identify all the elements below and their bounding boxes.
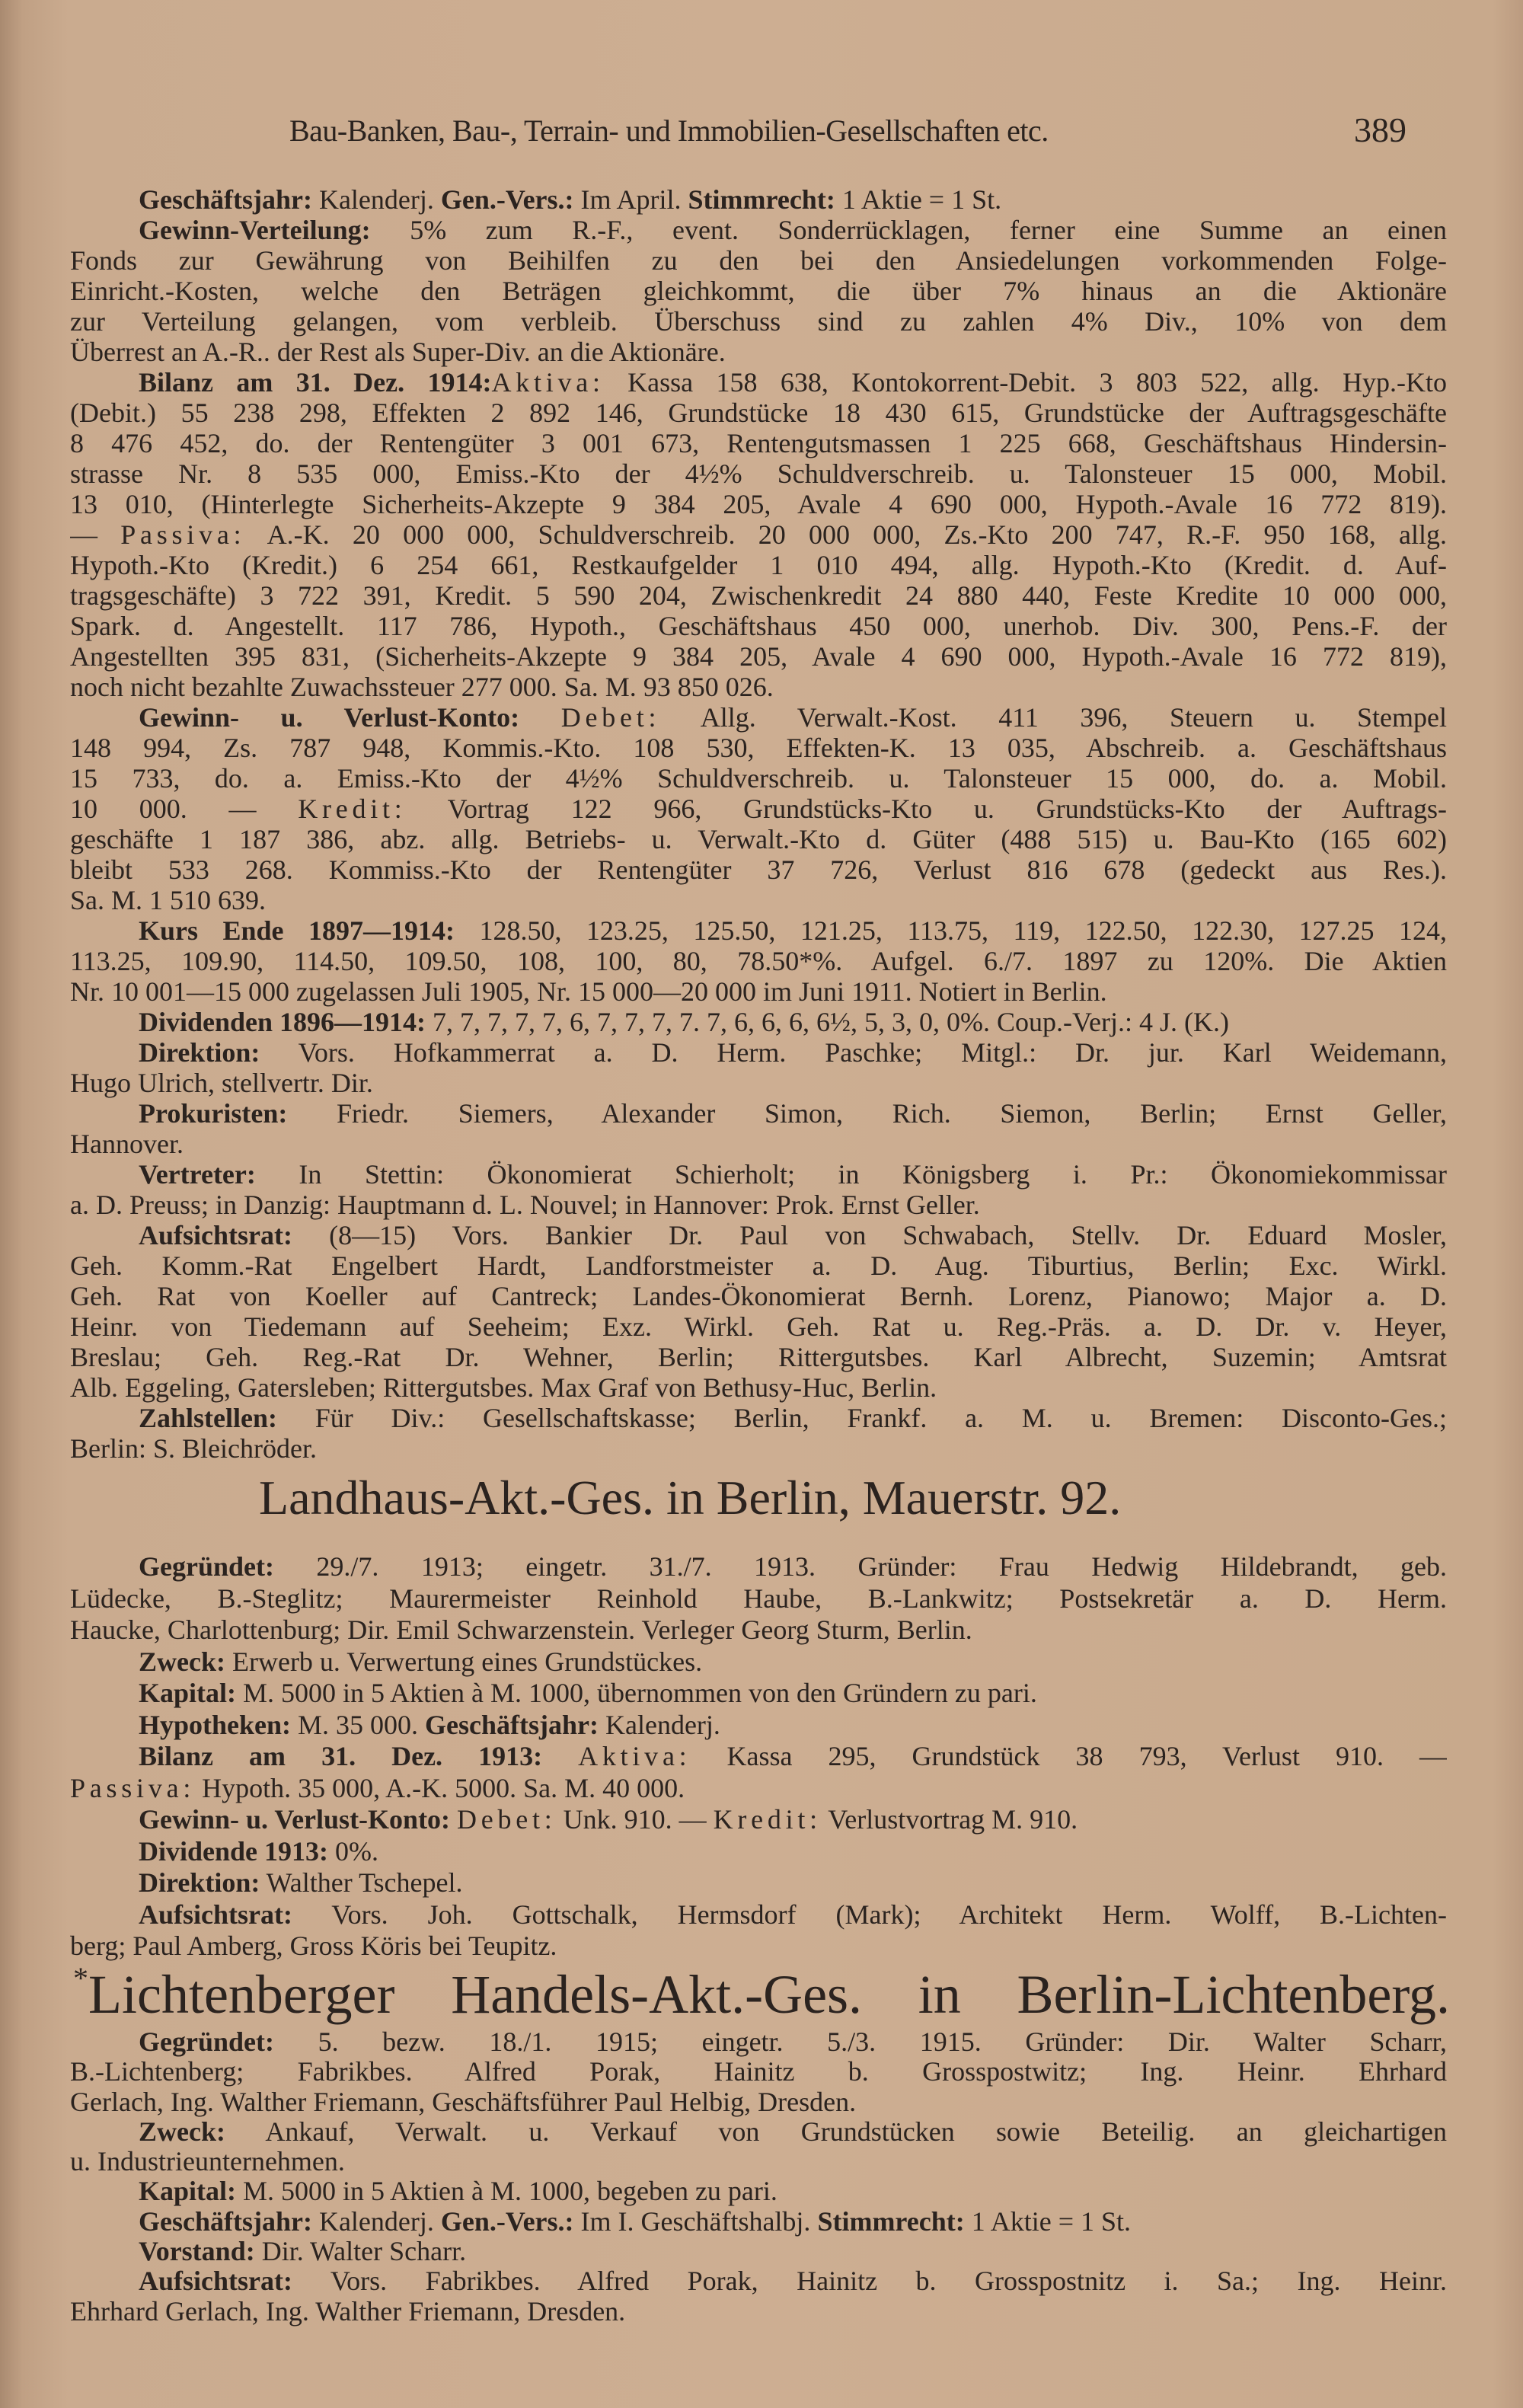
text-run: 8 476 452, do. der Rentengüter 3 001 673, Rentengutsmassen 1 225 668, Geschäftshaus Hindersin-	[70, 428, 1447, 458]
text-run: 1 Aktie = 1 St.	[964, 2206, 1132, 2237]
text-run: 5. bezw. 18./1. 1915; eingetr. 5./3. 1915. Gründer: Dir. Walter Scharr,	[273, 2027, 1447, 2057]
field-label: Zweck:	[139, 1646, 225, 1677]
text-run: Hannover.	[70, 1129, 184, 1159]
text-run: 1 Aktie = 1 St.	[835, 184, 1002, 215]
paragraph	[70, 702, 1447, 915]
paragraph	[70, 1037, 1447, 1098]
text-line	[70, 2087, 1447, 2117]
text-line	[70, 276, 1447, 306]
spaced-label: Passiva:	[70, 1772, 196, 1803]
text-line	[70, 611, 1447, 641]
text-run: 13 010, (Hinterlegte Sicherheits-Akzepte 9 384 205, Avale 4 690 000, Hypoth.-Avale 16 772 819).	[70, 489, 1447, 519]
text-line	[70, 337, 1447, 367]
text-line	[70, 1710, 1447, 1742]
text-line	[70, 215, 1447, 245]
entry-continued-company	[70, 184, 1447, 1464]
text-run: 5% zum R.-F., event. Sonderrücklagen, ferner eine Summe an einen	[370, 215, 1447, 245]
text-line	[70, 2147, 1447, 2176]
text-run: Berlin: S. Bleichröder.	[70, 1433, 317, 1464]
text-run: strasse Nr. 8 535 000, Emiss.-Kto der 4½% Schuldverschreib. u. Talonsteuer 15 000, Mobil.	[70, 458, 1447, 489]
field-label: Kapital:	[139, 1678, 237, 1708]
text-run: Walther Tschepel.	[260, 1867, 463, 1898]
text-line	[70, 672, 1447, 702]
text-line	[70, 763, 1447, 794]
text-run: bleibt 533 268. Kommiss.-Kto der Rentengüter 37 726, Verlust 816 678 (gedeckt aus Res.).	[70, 854, 1447, 885]
text-run: Im I. Geschäftshalbj.	[573, 2206, 818, 2237]
field-label: Dividenden 1896—1914:	[139, 1007, 426, 1037]
text-line	[70, 702, 1447, 733]
text-line	[70, 2176, 1447, 2206]
field-label: Geschäftsjahr:	[139, 184, 312, 215]
paragraph	[70, 1867, 1447, 1899]
text-line	[70, 398, 1447, 428]
field-label: Gewinn-Verteilung:	[139, 215, 371, 245]
text-run: Kassa 158 638, Kontokorrent-Debit. 3 803 522, allg. Hyp.-Kto	[604, 367, 1447, 398]
spaced-label: Debet:	[457, 1804, 557, 1835]
paragraph	[70, 1551, 1447, 1646]
text-line	[70, 1403, 1447, 1433]
text-run: Haucke, Charlottenburg; Dir. Emil Schwarzenstein. Verleger Georg Sturm, Berlin.	[70, 1614, 972, 1645]
text-run: Einricht.-Kosten, welche den Beträgen gleichkommt, die über 7% hinaus an die Aktionäre	[70, 276, 1447, 306]
paragraph	[70, 2027, 1447, 2117]
text-run: Angestellten 395 831, (Sicherheits-Akzepte 9 384 205, Avale 4 690 000, Hypoth.-Avale 16 772 819),	[70, 641, 1447, 672]
text-line	[70, 2027, 1447, 2057]
field-label: Aufsichtsrat:	[139, 1220, 292, 1250]
paragraph	[70, 1159, 1447, 1220]
text-run: Gerlach, Ing. Walther Friemann, Geschäftsführer Paul Helbig, Dresden.	[70, 2087, 857, 2117]
spaced-label: Aktiva:	[491, 367, 605, 398]
text-line	[70, 1551, 1447, 1583]
text-run: Kalenderj.	[311, 2206, 441, 2237]
paragraph	[70, 2237, 1447, 2266]
entry-title-landhaus: Landhaus-Akt.-Ges. in Berlin, Mauerstr. 92.	[259, 1471, 1122, 1525]
paragraph	[70, 2266, 1447, 2327]
field-label: Bilanz am 31. Dez. 1913:	[139, 1741, 543, 1771]
spaced-label: Kredit:	[713, 1804, 822, 1835]
text-run: Überrest an A.-R.. der Rest als Super-Div. an die Aktionäre.	[70, 337, 726, 367]
paragraph	[70, 1220, 1447, 1403]
text-line	[70, 854, 1447, 885]
text-line	[70, 1433, 1447, 1464]
paragraph	[70, 1646, 1447, 1678]
text-line	[70, 1311, 1447, 1342]
text-line	[70, 2117, 1447, 2147]
text-run: Friedr. Siemers, Alexander Simon, Rich. Siemon, Berlin; Ernst Geller,	[287, 1098, 1447, 1129]
paragraph	[70, 1098, 1447, 1159]
text-line	[70, 1159, 1447, 1190]
text-line	[70, 2237, 1447, 2266]
text-run	[519, 702, 561, 733]
text-line	[70, 519, 1447, 550]
text-run: 148 994, Zs. 787 948, Kommis.-Kto. 108 530, Effekten-K. 13 035, Abschreib. a. Geschäftshaus	[70, 733, 1447, 763]
text-line	[70, 1098, 1447, 1129]
text-line	[70, 1867, 1447, 1899]
text-line	[70, 1804, 1447, 1836]
text-run	[542, 1741, 578, 1771]
entry-title-text: Lichtenberger Handels-Akt.-Ges. in Berlin-Lichtenberg.	[88, 1964, 1450, 2025]
text-line	[70, 1220, 1447, 1250]
text-line	[70, 245, 1447, 276]
text-run: Geh. Rat von Koeller auf Cantreck; Landes-Ökonomierat Bernh. Lorenz, Pianowo; Major a. D.	[70, 1281, 1447, 1311]
text-run: Vors. Joh. Gottschalk, Hermsdorf (Mark); Architekt Herm. Wolff, B.-Lichten-	[292, 1899, 1447, 1930]
text-run: 10 000. —	[70, 794, 299, 824]
field-label: Zahlstellen:	[139, 1403, 278, 1433]
text-run: tragsgeschäfte) 3 722 391, Kredit. 5 590 204, Zwischenkredit 24 880 440, Feste Kredite 10 000 000,	[70, 580, 1447, 611]
text-line	[70, 733, 1447, 763]
paragraph	[70, 1804, 1447, 1836]
field-label: Geschäftsjahr:	[139, 2206, 312, 2237]
text-line	[70, 1129, 1447, 1159]
text-run: —	[70, 519, 121, 550]
paragraph	[70, 2207, 1447, 2237]
running-head: Bau-Banken, Bau-, Terrain- und Immobilien-Gesellschaften etc.	[289, 113, 1049, 148]
text-line	[70, 1007, 1447, 1037]
text-line	[70, 306, 1447, 337]
field-label: Dividende 1913:	[139, 1835, 329, 1867]
text-run: Hypoth.-Kto (Kredit.) 6 254 661, Restkaufgelder 1 010 494, allg. Hypoth.-Kto (Kredit. d. Auf-	[70, 550, 1447, 580]
text-run: Kalenderj.	[311, 184, 441, 215]
text-run: M. 5000 in 5 Aktien à M. 1000, übernommen von den Gründern zu pari.	[236, 1678, 1037, 1708]
text-run: Für Div.: Gesellschaftskasse; Berlin, Frankf. a. M. u. Bremen: Disconto-Ges.;	[277, 1403, 1447, 1433]
text-run: Hypoth. 35 000, A.-K. 5000. Sa. M. 40 000.	[195, 1772, 685, 1803]
text-run: Breslau; Geh. Reg.-Rat Dr. Wehner, Berlin; Rittergutsbes. Karl Albrecht, Suzemin; Amtsrat	[70, 1342, 1447, 1372]
text-run: 15 733, do. a. Emiss.-Kto der 4½% Schuldverschreib. u. Talonsteuer 15 000, do. a. Mobil.	[70, 763, 1447, 794]
text-line	[70, 1281, 1447, 1311]
field-label: Kapital:	[139, 2176, 237, 2207]
text-line	[70, 1646, 1447, 1678]
text-line	[70, 1931, 1447, 1962]
text-run: geschäfte 1 187 386, abz. allg. Betriebs- u. Verwalt.-Kto d. Güter (488 515) u. Bau-Kto (165 602)	[70, 824, 1447, 854]
text-run: Vors. Hofkammerrat a. D. Herm. Paschke; Mitgl.: Dr. jur. Karl Weidemann,	[260, 1037, 1447, 1068]
text-line	[70, 1773, 1447, 1805]
field-label: Prokuristen:	[139, 1098, 288, 1129]
text-run: Verlustvortrag M. 910.	[821, 1804, 1078, 1835]
text-line	[70, 2057, 1447, 2087]
text-run: Nr. 10 001—15 000 zugelassen Juli 1905, Nr. 15 000—20 000 im Juni 1911. Notiert in Berlin.	[70, 976, 1107, 1007]
field-label: Zweck:	[139, 2116, 225, 2147]
text-run: Im April.	[573, 184, 688, 215]
text-run: 128.50, 123.25, 125.50, 121.25, 113.75, 119, 122.50, 122.30, 127.25 124,	[454, 915, 1447, 946]
text-run: M. 5000 in 5 Aktien à M. 1000, begeben zu pari.	[236, 2176, 777, 2207]
text-run: Dir. Walter Scharr.	[254, 2237, 467, 2267]
paragraph	[70, 1403, 1447, 1464]
text-run: Geh. Komm.-Rat Engelbert Hardt, Landforstmeister a. D. Aug. Tiburtius, Berlin; Exc. Wirkl.	[70, 1250, 1447, 1281]
text-line	[70, 824, 1447, 854]
text-run: B.-Lichtenberg; Fabrikbes. Alfred Porak, Hainitz b. Grosspostwitz; Ing. Heinr. Ehrhard	[70, 2057, 1447, 2087]
field-label: Vertreter:	[139, 1159, 256, 1190]
field-label: Gen.-Vers.:	[440, 184, 574, 215]
text-run: Erwerb u. Verwertung eines Grundstückes.	[225, 1646, 703, 1677]
paragraph	[70, 367, 1447, 702]
paragraph	[70, 184, 1447, 215]
text-line	[70, 976, 1447, 1007]
text-run: zur Verteilung gelangen, vom verbleib. Überschuss sind zu zahlen 4% Div., 10% von dem	[70, 306, 1447, 337]
text-line	[70, 1372, 1447, 1403]
text-run: Allg. Verwalt.-Kost. 411 396, Steuern u. Stempel	[660, 702, 1447, 733]
text-run: u. Industrieunternehmen.	[70, 2147, 345, 2177]
text-run: Ankauf, Verwalt. u. Verkauf von Grundstücken sowie Beteilig. an gleichartigen	[225, 2116, 1447, 2147]
text-run: 7, 7, 7, 7, 7, 6, 7, 7, 7, 7. 7, 6, 6, 6, 6½, 5, 3, 0, 0%. Coup.-Verj.: 4 J. (K.)	[426, 1007, 1229, 1037]
text-run: Vortrag 122 966, Grundstücks-Kto u. Grundstücks-Kto der Auftrags-	[406, 794, 1447, 824]
text-run: Fonds zur Gewährung von Beihilfen zu den bei den Ansiedelungen vorkommenden Folge-	[70, 245, 1447, 276]
page-number: 389	[1354, 110, 1406, 149]
spaced-label: Kredit:	[298, 794, 407, 824]
text-run: (8—15) Vors. Bankier Dr. Paul von Schwabach, Stellv. Dr. Eduard Mosler,	[292, 1220, 1447, 1250]
spaced-label: Aktiva:	[578, 1741, 691, 1771]
paragraph	[70, 2176, 1447, 2206]
paragraph	[70, 1710, 1447, 1742]
footnote-asterisk: *	[73, 1961, 88, 1995]
field-label: Aufsichtsrat:	[139, 1899, 292, 1930]
paragraph	[70, 1678, 1447, 1710]
text-run: Lüdecke, B.-Steglitz; Maurermeister Reinhold Haube, B.-Lankwitz; Postsekretär a. D. Herm.	[70, 1582, 1447, 1614]
text-line	[70, 1068, 1447, 1098]
spaced-label: Debet:	[560, 702, 661, 733]
text-run: Vors. Fabrikbes. Alfred Porak, Hainitz b. Grosspostnitz i. Sa.; Ing. Heinr.	[292, 2266, 1447, 2297]
text-line	[70, 1190, 1447, 1220]
field-label: Gewinn- u. Verlust-Konto:	[139, 1804, 451, 1835]
text-run: noch nicht bezahlte Zuwachssteuer 277 000. Sa. M. 93 850 026.	[70, 672, 774, 702]
text-line	[70, 1583, 1447, 1615]
field-label: Gen.-Vers.:	[440, 2206, 574, 2237]
text-line	[70, 428, 1447, 458]
field-label: Kurs Ende 1897—1914:	[139, 915, 455, 946]
text-run: 29./7. 1913; eingetr. 31./7. 1913. Gründer: Frau Hedwig Hildebrandt, geb.	[273, 1551, 1447, 1582]
text-run: Spark. d. Angestellt. 117 786, Hypoth., Geschäftshaus 450 000, unerhob. Div. 300, Pens.-F. der	[70, 611, 1447, 641]
text-line	[70, 1899, 1447, 1931]
text-run: In Stettin: Ökonomierat Schierholt; in Königsberg i. Pr.: Ökonomiekommissar	[255, 1159, 1447, 1190]
text-run: Hugo Ulrich, stellvertr. Dir.	[70, 1068, 373, 1098]
text-line	[70, 1250, 1447, 1281]
text-run: Kalenderj.	[599, 1709, 720, 1740]
paragraph	[70, 915, 1447, 1007]
text-run: Ehrhard Gerlach, Ing. Walther Friemann, Dresden.	[70, 2296, 626, 2327]
text-run: Alb. Eggeling, Gatersleben; Rittergutsbes. Max Graf von Bethusy-Huc, Berlin.	[70, 1372, 937, 1403]
text-line	[70, 946, 1447, 976]
text-run: (Debit.) 55 238 298, Effekten 2 892 146, Grundstücke 18 430 615, Grundstücke der Auftragsgeschäfte	[70, 398, 1447, 428]
paragraph	[70, 215, 1447, 367]
text-line	[70, 184, 1447, 215]
text-line	[70, 489, 1447, 519]
text-line	[70, 1614, 1447, 1646]
text-run: 113.25, 109.90, 114.50, 109.50, 108, 100, 80, 78.50*%. Aufgel. 6./7. 1897 zu 120%. Die Aktien	[70, 946, 1447, 976]
text-run: Kassa 295, Grundstück 38 793, Verlust 910. —	[691, 1741, 1447, 1771]
text-line	[70, 794, 1447, 824]
spaced-label: Passiva:	[120, 519, 246, 550]
field-label: Direktion:	[139, 1037, 260, 1068]
text-line	[70, 1342, 1447, 1372]
text-run: Sa. M. 1 510 639.	[70, 885, 267, 915]
field-label: Stimmrecht:	[817, 2206, 965, 2237]
field-label: Vorstand:	[139, 2237, 255, 2267]
text-run: A.-K. 20 000 000, Schuldverschreib. 20 000 000, Zs.-Kto 200 747, R.-F. 950 168, allg.	[245, 519, 1447, 550]
field-label: Aufsichtsrat:	[139, 2266, 292, 2297]
field-label: Direktion:	[139, 1867, 260, 1898]
field-label: Geschäftsjahr:	[425, 1709, 599, 1740]
text-run	[450, 1804, 457, 1835]
field-label: Bilanz am 31. Dez. 1914:	[139, 367, 492, 398]
entry-title-lichtenberger	[73, 1963, 1450, 2026]
entry-lichtenberger-handels-akt-ges	[70, 2027, 1447, 2327]
text-line	[70, 1741, 1447, 1773]
paragraph	[70, 1007, 1447, 1037]
text-line	[70, 1836, 1447, 1868]
text-line	[70, 580, 1447, 611]
text-line	[70, 1678, 1447, 1710]
text-line	[70, 1037, 1447, 1068]
text-run: 0%.	[328, 1835, 379, 1867]
field-label: Gegründet:	[139, 1551, 274, 1582]
text-line	[70, 2266, 1447, 2296]
text-line	[70, 550, 1447, 580]
text-line	[70, 915, 1447, 946]
text-line	[70, 2297, 1447, 2327]
text-run: berg; Paul Amberg, Gross Köris bei Teupitz.	[70, 1931, 557, 1961]
text-run: a. D. Preuss; in Danzig: Hauptmann d. L. Nouvel; in Hannover: Prok. Ernst Geller.	[70, 1190, 980, 1220]
text-line	[70, 641, 1447, 672]
text-line	[70, 2207, 1447, 2237]
paragraph	[70, 2117, 1447, 2177]
text-run: Heinr. von Tiedemann auf Seeheim; Exz. Wirkl. Geh. Rat u. Reg.-Präs. a. D. Dr. v. Heyer,	[70, 1311, 1447, 1342]
text-line	[70, 367, 1447, 398]
entry-landhaus-akt-ges	[70, 1551, 1447, 1962]
text-run: Unk. 910. —	[556, 1804, 714, 1835]
text-line	[70, 885, 1447, 915]
paragraph	[70, 1741, 1447, 1804]
text-run: M. 35 000.	[291, 1709, 426, 1740]
text-line	[70, 458, 1447, 489]
field-label: Stimmrecht:	[688, 184, 835, 215]
paragraph	[70, 1899, 1447, 1962]
field-label: Gewinn- u. Verlust-Konto:	[139, 702, 520, 733]
paragraph	[70, 1836, 1447, 1868]
field-label: Hypotheken:	[139, 1709, 292, 1740]
field-label: Gegründet:	[139, 2027, 274, 2057]
